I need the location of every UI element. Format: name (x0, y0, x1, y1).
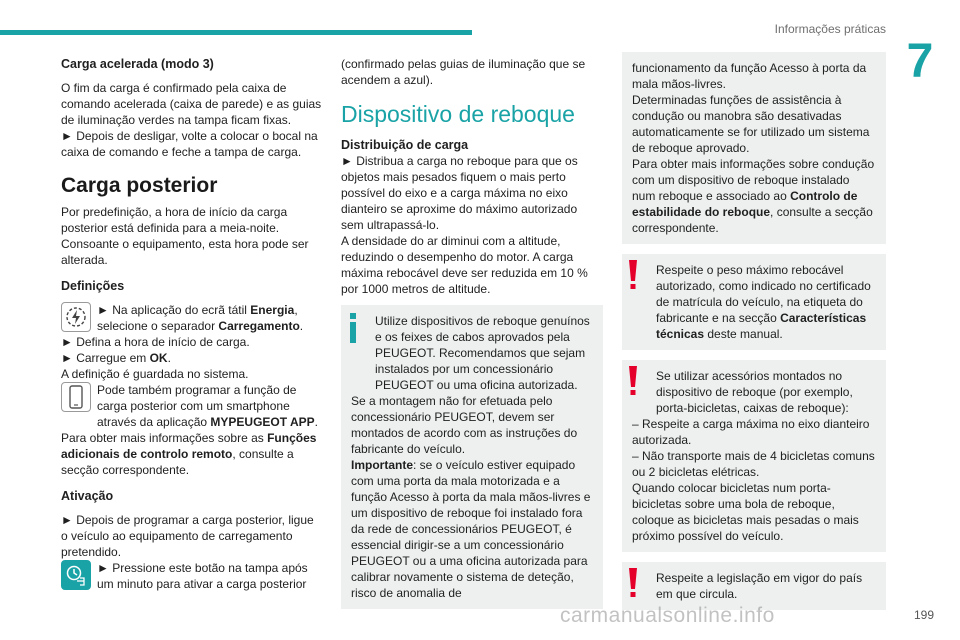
column-1 (61, 56, 323, 592)
text: Para obter mais informações sobre condução com um dispositivo de reboque instalado num reboque e associado ao (632, 157, 875, 203)
info-text (632, 156, 876, 236)
paragraph (61, 430, 323, 478)
text: Pode também programar a função de carga posterior com um smartphone através da aplicação (97, 383, 297, 429)
text-bold: Importante (351, 458, 414, 472)
text: , selecione o separador (97, 303, 298, 333)
heading-activation: Ativação (61, 489, 114, 503)
energy-icon (61, 302, 91, 332)
warning-text: Quando colocar bicicletas num porta-bicicletas sobre uma bola de reboque, coloque as bicicletas mais pesadas o mais próximo possível do veículo. (632, 481, 859, 543)
warning-text: – Respeite a carga máxima no eixo dianteiro autorizada. (632, 417, 870, 447)
paragraph: ► Pressione este botão na tampa após um minuto para ativar a carga posterior (97, 561, 308, 591)
info-text: Se a montagem não for efetuada pelo concessionário PEUGEOT, devem ser montados de acordo com as instruções do fabricante do veículo. (351, 394, 578, 456)
warning-text: – Não transporte mais de 4 bicicletas comuns ou 2 bicicletas elétricas. (632, 449, 875, 479)
paragraph (61, 350, 323, 366)
warning-icon (628, 568, 638, 598)
text: . (167, 351, 171, 365)
title-deferred-charge: Carga posterior (61, 174, 218, 197)
energy-instruction (61, 302, 323, 334)
warning-icon (628, 260, 638, 290)
text: deste manual. (704, 327, 783, 341)
paragraph: ► Distribua a carga no reboque para que os objetos mais pesados fiquem o mais perto possível do eixo e a carga máxima no eixo dianteiro se aproxime do máximo autorizado sem ultrapassá-lo. (341, 154, 578, 232)
info-box (341, 305, 603, 609)
text: Respeite o peso máximo rebocável autorizado, como indicado no certificado de matrícula do veículo, na etiqueta do fabricante e na secção (656, 263, 871, 325)
paragraph: ► Defina a hora de início de carga. (61, 335, 250, 349)
heading-settings: Definições (61, 279, 125, 293)
paragraph: ► Depois de programar a carga posterior, ligue o veículo ao equipamento de carregamento pretendido. (61, 513, 314, 559)
heading-accelerated-charge: Carga acelerada (modo 3) (61, 57, 214, 71)
text-bold: Características técnicas (656, 311, 867, 341)
text: : se o veículo estiver equipado com uma porta da mala motorizada e a função Acesso à porta da mala mãos-livres e um dispositivo de reboque foi instalado fora da rede de concessionários PEUGEOT, é essencial dirigir-se a um concessionário PEUGEOT ou a uma oficina autorizada para calibrar novamente o sistema de deteção, risco de anomalia de (351, 458, 591, 600)
header-accent-bar (0, 30, 472, 35)
info-text: Utilize dispositivos de reboque genuínos e os feixes de cabos aprovados pela PEUGEOT. Recomendamos que sejam instalados por um concessionário PEUGEOT ou uma oficina autorizada. (375, 314, 590, 392)
paragraph: Consoante o equipamento, esta hora pode ser alterada. (61, 237, 309, 267)
info-text: funcionamento da função Acesso à porta da mala mãos-livres. (632, 61, 867, 91)
page-number: 199 (913, 608, 934, 622)
button-instruction (61, 560, 323, 592)
text-bold: Controlo de estabilidade do reboque (632, 189, 858, 219)
text-bold: MYPEUGEOT APP (210, 415, 315, 429)
paragraph: A densidade do ar diminui com a altitude, reduzindo o desempenho do motor. A carga máxima rebocável deve ser reduzida em 10 % por 1000 metros de altitude. (341, 234, 588, 296)
text-bold: Carregamento (218, 319, 300, 333)
section-title: Informações práticas (774, 22, 886, 36)
text: . (314, 415, 318, 429)
paragraph: (confirmado pelas guias de iluminação que se acendem a azul). (341, 57, 586, 87)
text-bold: Energia (250, 303, 295, 317)
info-text: Determinadas funções de assistência à condução ou manobra são desativadas automaticamente se for utilizado um sistema de reboque aprovado. (632, 93, 870, 155)
text: ► Carregue em (61, 351, 150, 365)
warning-box (622, 360, 886, 552)
watermark: carmanualsonline.info (560, 604, 775, 627)
info-text (351, 457, 593, 601)
paragraph: Por predefinição, a hora de início da carga posterior está definida para a meia-noite. (61, 205, 288, 235)
paragraph: ► Depois de desligar, volte a colocar o bocal na caixa de comando e feche a tampa de carga. (61, 129, 318, 159)
column-3 (622, 52, 886, 610)
warning-text: Se utilizar acessórios montados no dispositivo de reboque (por exemplo, porta-bicicletas, caixas de reboque): (656, 369, 853, 415)
info-box-continued (622, 52, 886, 244)
column-2 (341, 56, 603, 609)
deferred-charge-button-icon (61, 560, 91, 590)
text: ► Na aplicação do ecrã tátil (97, 303, 251, 317)
text: , consulte a secção correspondente. (632, 205, 873, 235)
warning-text (632, 262, 876, 342)
text: . (299, 319, 304, 333)
warning-box (622, 562, 886, 610)
heading-load-distribution: Distribuição de carga (341, 138, 469, 152)
text: , consulte a secção correspondente. (61, 447, 294, 477)
text: Para obter mais informações sobre as (61, 431, 268, 445)
warning-text: Respeite a legislação em vigor do país em que circula. (656, 571, 863, 601)
paragraph: A definição é guardada no sistema. (61, 367, 249, 381)
info-icon (348, 313, 358, 343)
text-bold: OK (149, 351, 168, 365)
smartphone-instruction (61, 382, 323, 430)
warning-icon (628, 366, 638, 396)
warning-box (622, 254, 886, 350)
chapter-number: 7 (906, 35, 934, 88)
text-bold: Funções adicionais de controlo remoto (61, 431, 317, 461)
title-towing-device: Dispositivo de reboque (341, 101, 575, 127)
smartphone-icon (61, 382, 91, 412)
paragraph: O fim da carga é confirmado pela caixa de comando acelerada (caixa de parede) e as guias de iluminação verdes na tampa ficam fixas. (61, 81, 322, 127)
